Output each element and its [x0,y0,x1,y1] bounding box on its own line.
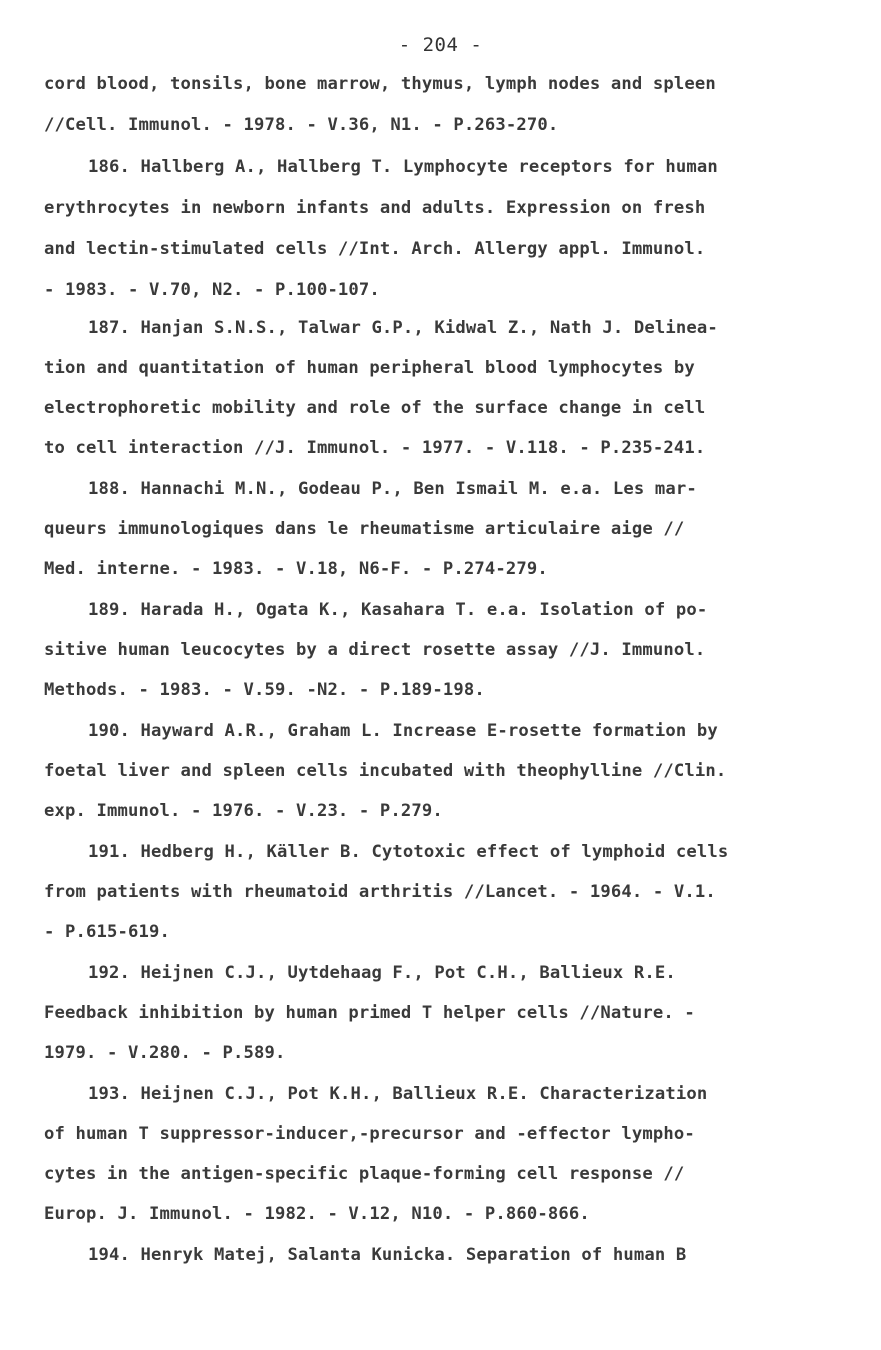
reference-line: tion and quantitation of human peripheral blood lymphocytes by [44,358,695,378]
reference-line: Med. interne. - 1983. - V.18, N6-F. - P.274-279. [44,559,548,579]
reference-line: 188. Hannachi M.N., Godeau P., Ben Ismail M. e.a. Les mar- [88,479,697,499]
reference-line: cord blood, tonsils, bone marrow, thymus, lymph nodes and spleen [44,74,716,94]
reference-line: 186. Hallberg A., Hallberg T. Lymphocyte receptors for human [88,157,718,177]
reference-line: 187. Hanjan S.N.S., Talwar G.P., Kidwal Z., Nath J. Delinea- [88,318,718,338]
reference-line: queurs immunologiques dans le rheumatisme articulaire aige // [44,519,685,539]
reference-line: 189. Harada H., Ogata K., Kasahara T. e.a. Isolation of po- [88,600,708,620]
reference-line: - 1983. - V.70, N2. - P.100-107. [44,280,380,300]
reference-line: //Cell. Immunol. - 1978. - V.36, N1. - P.263-270. [44,115,559,135]
reference-line: 192. Heijnen C.J., Uytdehaag F., Pot C.H., Ballieux R.E. [88,963,676,983]
reference-line: 194. Henryk Matej, Salanta Kunicka. Separation of human B [88,1245,687,1265]
reference-line: erythrocytes in newborn infants and adults. Expression on fresh [44,198,706,218]
reference-line: Europ. J. Immunol. - 1982. - V.12, N10. - P.860-866. [44,1204,590,1224]
reference-line: Methods. - 1983. - V.59. -N2. - P.189-198. [44,680,485,700]
reference-line: sitive human leucocytes by a direct rosette assay //J. Immunol. [44,640,706,660]
reference-line: electrophoretic mobility and role of the surface change in cell [44,398,706,418]
reference-line: of human T suppressor-inducer,-precursor and -effector lympho- [44,1124,695,1144]
reference-line: 191. Hedberg H., Käller B. Cytotoxic effect of lymphoid cells [88,842,729,862]
reference-line: from patients with rheumatoid arthritis //Lancet. - 1964. - V.1. [44,882,716,902]
reference-line: Feedback inhibition by human primed T helper cells //Nature. - [44,1003,695,1023]
page-number: - 204 - [398,34,483,56]
reference-line: exp. Immunol. - 1976. - V.23. - P.279. [44,801,443,821]
reference-line: 1979. - V.280. - P.589. [44,1043,286,1063]
reference-line: 190. Hayward A.R., Graham L. Increase E-rosette formation by [88,721,718,741]
reference-line: foetal liver and spleen cells incubated with theophylline //Clin. [44,761,727,781]
reference-line: to cell interaction //J. Immunol. - 1977. - V.118. - P.235-241. [44,438,706,458]
reference-line: cytes in the antigen-specific plaque-forming cell response // [44,1164,685,1184]
reference-line: 193. Heijnen C.J., Pot K.H., Ballieux R.E. Characterization [88,1084,708,1104]
reference-line: and lectin-stimulated cells //Int. Arch. Allergy appl. Immunol. [44,239,706,259]
reference-line: - P.615-619. [44,922,170,942]
